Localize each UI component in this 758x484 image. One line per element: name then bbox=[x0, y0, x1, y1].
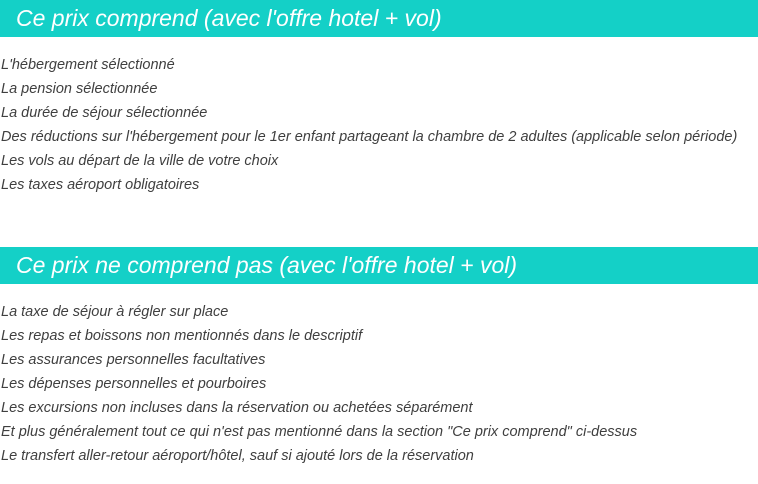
excluded-banner bbox=[0, 247, 758, 284]
included-item: Les taxes aéroport obligatoires bbox=[1, 177, 200, 193]
included-title: Ce prix comprend (avec l'offre hotel + vol) bbox=[16, 5, 442, 31]
excluded-item: Et plus généralement tout ce qui n'est pas mentionné dans la section "Ce prix comprend" ci-dessus bbox=[1, 424, 638, 440]
included-item: Des réductions sur l'hébergement pour le 1er enfant partageant la chambre de 2 adultes (applicable selon période) bbox=[1, 129, 738, 145]
included-item: Les vols au départ de la ville de votre choix bbox=[1, 153, 279, 169]
included-section bbox=[0, 0, 758, 200]
included-item: L'hébergement sélectionné bbox=[1, 57, 175, 73]
excluded-item: Les excursions non incluses dans la réservation ou achetées séparément bbox=[1, 400, 473, 416]
included-item: La durée de séjour sélectionnée bbox=[1, 105, 208, 121]
included-banner bbox=[0, 0, 758, 37]
excluded-list bbox=[0, 303, 758, 471]
excluded-item: La taxe de séjour à régler sur place bbox=[1, 304, 229, 320]
included-list bbox=[0, 56, 758, 200]
excluded-item: Les dépenses personnelles et pourboires bbox=[1, 376, 267, 392]
included-item: La pension sélectionnée bbox=[1, 81, 158, 97]
excluded-item: Le transfert aller-retour aéroport/hôtel, sauf si ajouté lors de la réservation bbox=[1, 448, 474, 464]
excluded-title: Ce prix ne comprend pas (avec l'offre hotel + vol) bbox=[16, 252, 518, 278]
excluded-item: Les repas et boissons non mentionnés dans le descriptif bbox=[1, 328, 363, 344]
excluded-section bbox=[0, 247, 758, 471]
excluded-item: Les assurances personnelles facultatives bbox=[1, 352, 266, 368]
